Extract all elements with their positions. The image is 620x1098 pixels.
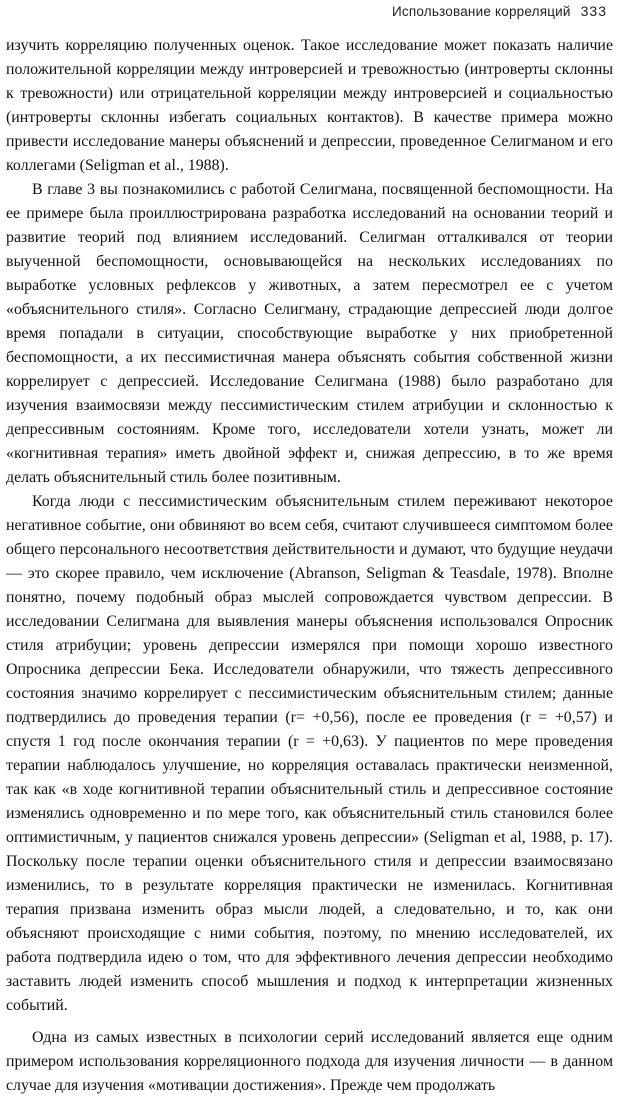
- page-number: 333: [580, 3, 607, 19]
- body-text: [6, 34, 613, 1098]
- running-title: Использование корреляций: [391, 4, 571, 19]
- running-header: [8, 3, 607, 19]
- paragraph-1: изучить корреляцию полученных оценок. Такое исследование может показать наличие положительной корреляции между интроверсией и тревожностью (интроверты склонны к тревожности) или отрицательной корреляции между интроверсией и социальностью (интроверты склонны избегать социальных контактов). В качестве примера можно привести исследование манеры объяснений и депрессии, проведенное Селигманом и его коллегами (Seligman et al., 1988).: [6, 37, 613, 174]
- paragraph-3: Когда люди с пессимистическим объяснительным стилем переживают некоторое негативное событие, они обвиняют во всем себя, считают случившееся симптомом более общего персонального несоответствия действительности и думают, что будущие неудачи — это скорее правило, чем исключение (Abranson, Seligman & Teasdale, 1978). Вполне понятно, почему подобный образ мыслей сопровождается чувством депрессии. В исследовании Селигмана для выявления манеры объяснения использовался Опросник стиля атрибуции; уровень депрессии измерялся при помощи хорошо известного Опросника депрессии Бека. Исследователи обнаружили, что тяжесть депрессивного состояния значимо коррелирует с пессимистическим объяснительным стилем; данные подтвердились до проведения терапии (r= +0,56), после ее проведения (r = +0,57) и спустя 1 год после окончания терапии (r = +0,63). У пациентов по мере проведения терапии наблюдалось улучшение, но корреляция оставалась практически неизменной, так как «в ходе когнитивной терапии объяснительный стиль и депрессивное состояние изменялись одновременно и по мере того, как объяснительный стиль становился более оптимистичным, у пациентов снижался уровень депрессии» (Seligman et al, 1988, p. 17). Поскольку после терапии оценки объяснительного стиля и депрессии взаимосвязано изменились, то в результате корреляция практически не изменилась. Когнитивная терапия призвана изменить образ мысли людей, а следовательно, и то, как они объясняют происходящие с ними события, поэтому, по мнению исследователей, их работа подтвердила идею о том, что для эффективного лечения депрессии необходимо заставить людей изменить способ мышления и подход к интерпретации жизненных событий.: [6, 493, 613, 1014]
- paragraph-2: В главе 3 вы познакомились с работой Селигмана, посвященной беспомощности. На ее примере была проиллюстрирована разработка исследований на основании теорий и развитие теорий под влиянием исследований. Селигман отталкивался от теории выученной беспомощности, основывающейся на нескольких исследованиях по выработке условных рефлексов у животных, а затем пересмотрел ее с учетом «объяснительного стиля». Согласно Селигману, страдающие депрессией люди долгое время попадали в ситуации, способствующие выработке у них приобретенной беспомощности, а их пессимистичная манера объяснять события собственной жизни коррелирует с депрессией. Исследование Селигмана (1988) было разработано для изучения взаимосвязи между пессимистическим стилем атрибуции и склонностью к депрессивным состояниям. Кроме того, исследователи хотели узнать, может ли «когнитивная терапия» иметь двойной эффект и, снижая депрессию, в то же время делать объяснительный стиль более позитивным.: [6, 181, 613, 486]
- paragraph-4: Одна из самых известных в психологии серий исследований является еще одним примером использования корреляционного подхода для изучения личности — в данном случае для изучения «мотивации достижения». Прежде чем продолжать: [6, 1029, 613, 1094]
